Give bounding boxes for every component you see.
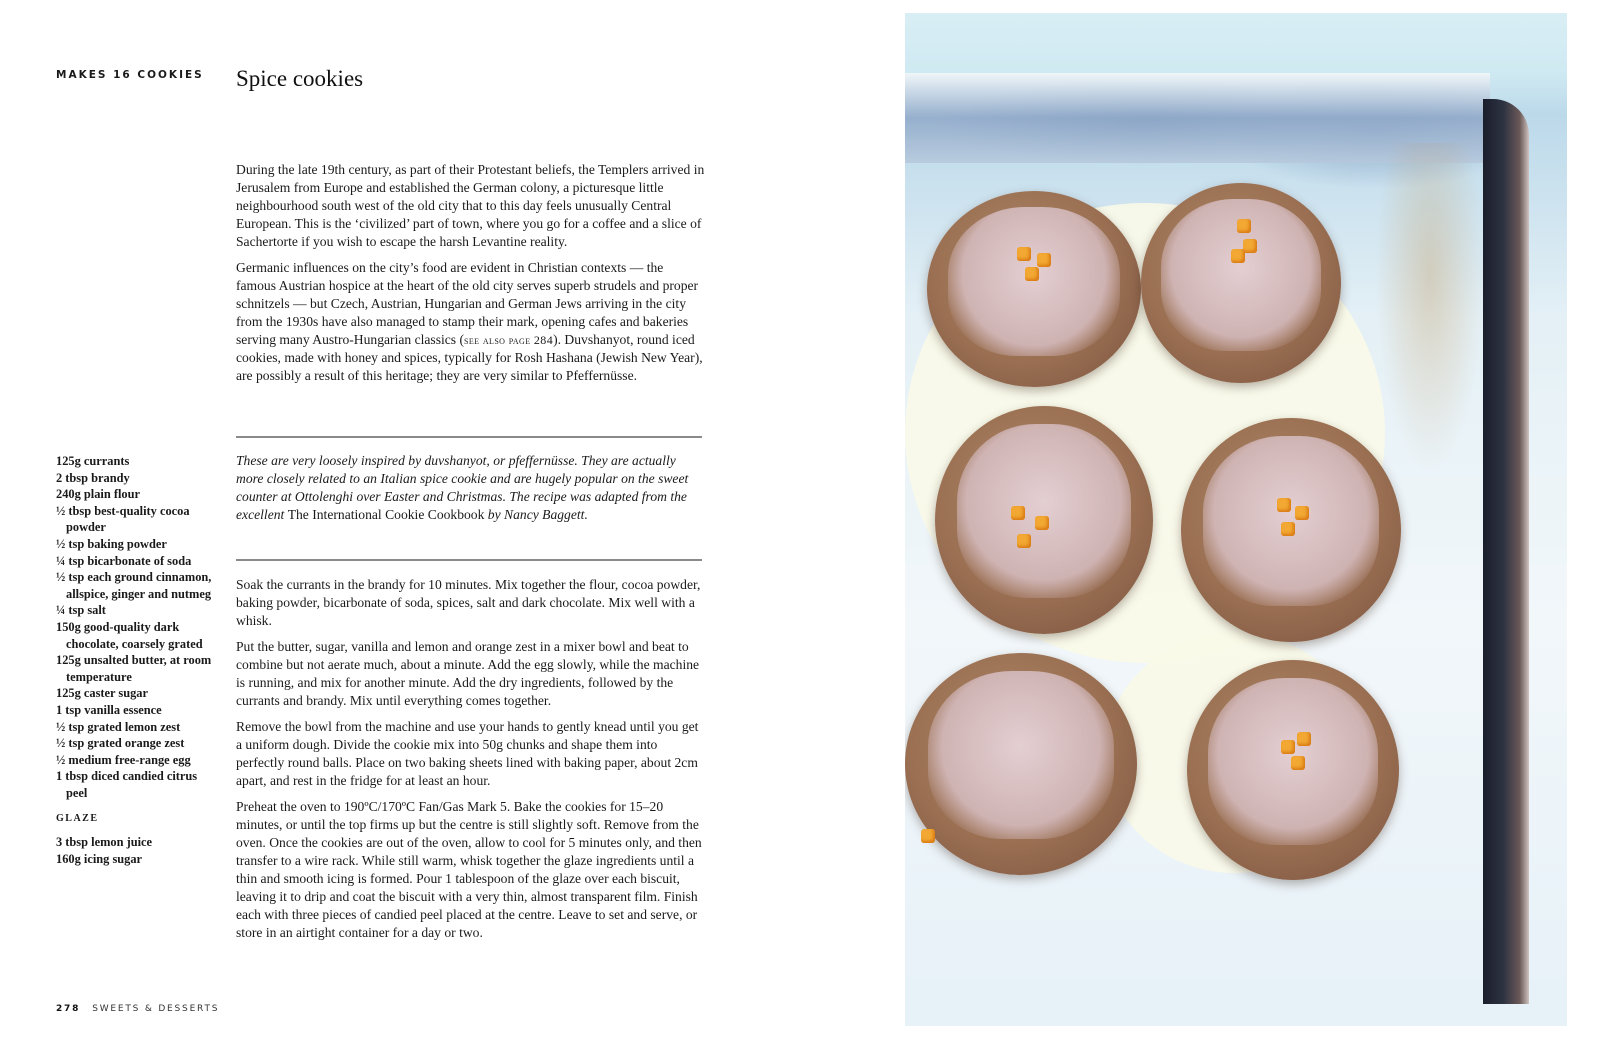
intro-text (236, 161, 706, 393)
intro-paragraph-1: During the late 19th century, as part of their Protestant beliefs, the Templers arrived in Jerusalem from Europe and established the German colony, a picturesque little neighbourhood south west of the old city that to this day feels unusually Central European. This is the ‘civilized’ part of town, where you go for a coffee and a slice of Sachertorte if you wish to escape the harsh Levantine reality. (236, 162, 705, 249)
ingredient: 125g unsalted butter, at room temperature (56, 653, 212, 684)
glaze-ingredient: 160g icing sugar (56, 851, 143, 866)
candied-peel (1017, 534, 1031, 548)
ingredient: 2 tbsp brandy (56, 470, 130, 485)
method-step: Put the butter, sugar, vanilla and lemon and orange zest in a mixer bowl and beat to combine but not aerate much, about a minute. Add the egg slowly, while the machine is running, and mix for another minute. Add the dry ingredients, followed by the currants and brandy. Mix until everything comes together. (236, 639, 700, 708)
recipe-yield: MAKES 16 COOKIES (56, 69, 204, 81)
candied-peel (1011, 506, 1025, 520)
candied-peel (1281, 740, 1295, 754)
cookie-icing (957, 424, 1131, 597)
intro-paragraph-2-end: ). Duvshanyot, round iced cookies, made with honey and spices, typically for Rosh Hashana (Jewish New Year), are possibly a result of this heritage; they are very similar to Pfeffernüsse. (236, 332, 703, 383)
cross-reference: see also page 284 (464, 333, 554, 347)
candied-peel (1295, 506, 1309, 520)
ingredient: ½ medium free-range egg (56, 752, 191, 767)
cookie (1187, 660, 1399, 880)
candied-peel (1237, 219, 1251, 233)
cookie (1181, 418, 1401, 642)
ingredient: ¼ tsp bicarbonate of soda (56, 553, 192, 568)
glaze-ingredient: 3 tbsp lemon juice (56, 835, 153, 850)
cookie (905, 653, 1137, 875)
candied-peel (1025, 267, 1039, 281)
ingredient: ½ tsp grated orange zest (56, 736, 185, 751)
candied-peel (1037, 253, 1051, 267)
glaze-heading: GLAZE (56, 813, 99, 825)
candied-peel (1035, 516, 1049, 530)
page-footer (56, 1004, 219, 1014)
ingredient: 1 tbsp diced candied citrus peel (56, 769, 198, 800)
cookie-icing (928, 671, 1114, 840)
cookie (1141, 183, 1341, 383)
divider-bottom (236, 559, 702, 561)
ingredient: ¼ tsp salt (56, 603, 106, 618)
headnote (236, 452, 706, 532)
ingredient: ½ tsp baking powder (56, 536, 167, 551)
ingredient: ½ tsp each ground cinnamon, allspice, ginger and nutmeg (56, 570, 212, 601)
ingredient: 240g plain flour (56, 487, 140, 502)
candied-peel (1231, 249, 1245, 263)
method-step: Remove the bowl from the machine and use your hands to gently knead until you get a uniform dough. Divide the cookie mix into 50g chunks and shape them into perfectly round balls. Place on two baking sheets lined with baking paper, about 2cm apart, and rest in the fridge for at least an hour. (236, 719, 699, 788)
ingredient: 125g currants (56, 454, 130, 468)
page-number: 278 (56, 1004, 81, 1014)
ingredients-list (56, 453, 216, 867)
candied-peel (1291, 756, 1305, 770)
book-title: The International Cookie Cookbook (287, 507, 485, 522)
section-name: SWEETS & DESSERTS (92, 1004, 220, 1014)
intro-paragraph-2-start: Germanic influences on the city’s food are evident in Christian contexts — the famous Austrian hospice at the heart of the old city serves superb strudels and proper schnitzels — but Czech, Austrian, Hungarian and German Jews arriving in the city from the 1930s have also managed to stamp their mark, opening cafes and bakeries serving many Austro-Hungarian classics ( (236, 260, 699, 347)
ingredient: 150g good-quality dark chocolate, coarsely grated (56, 619, 203, 651)
cookie (935, 406, 1153, 634)
method-steps (236, 576, 706, 950)
ingredient: 125g caster sugar (56, 686, 148, 701)
candied-peel (1297, 732, 1311, 746)
candied-peel (1281, 522, 1295, 536)
ingredient: 1 tsp vanilla essence (56, 702, 162, 717)
recipe-title: Spice cookies (236, 66, 364, 91)
ingredient: ½ tsp grated lemon zest (56, 719, 181, 734)
cookie-photo (905, 13, 1567, 1026)
candied-peel (1277, 498, 1291, 512)
headnote-text-end: by Nancy Baggett. (484, 507, 588, 522)
method-step: Preheat the oven to 190ºC/170ºC Fan/Gas Mark 5. Bake the cookies for 15–20 minutes, or until the top firms up but the centre is still slightly soft. Remove from the oven. Once the cookies are out of the oven, allow to cool for 5 minutes only, and then transfer to a wire rack. While still warm, whisk together the glaze ingredients until a thin and smooth icing is formed. Pour 1 tablespoon of the glaze over each biscuit, leaving it to drip and coat the biscuit with a very thin, almost transparent film. Finish each with three pieces of candied peel placed at the centre. Leave to set and serve, or store in an airtight container for a day or two. (236, 799, 702, 940)
candied-peel (1243, 239, 1257, 253)
candied-peel (1017, 247, 1031, 261)
intro-paragraph-2 (236, 259, 706, 385)
method-step: Soak the currants in the brandy for 10 minutes. Mix together the flour, cocoa powder, baking powder, bicarbonate of soda, spices, salt and dark chocolate. Mix well with a whisk. (236, 577, 701, 628)
headnote-text-start: These are very loosely inspired by duvshanyot, or pfeffernüsse. They are actually more closely related to an Italian spice cookie and are hugely popular on the sweet counter at Ottolenghi over Easter and Christmas. The recipe was adapted from the excellent (236, 453, 689, 522)
candied-peel (921, 829, 935, 843)
tray-stain (1375, 143, 1485, 473)
tray-rim (1483, 99, 1529, 1004)
cookie (927, 191, 1141, 387)
divider-top (236, 436, 702, 438)
cookie-icing (948, 207, 1119, 356)
ingredient: ½ tbsp best-quality cocoa powder (56, 503, 190, 535)
